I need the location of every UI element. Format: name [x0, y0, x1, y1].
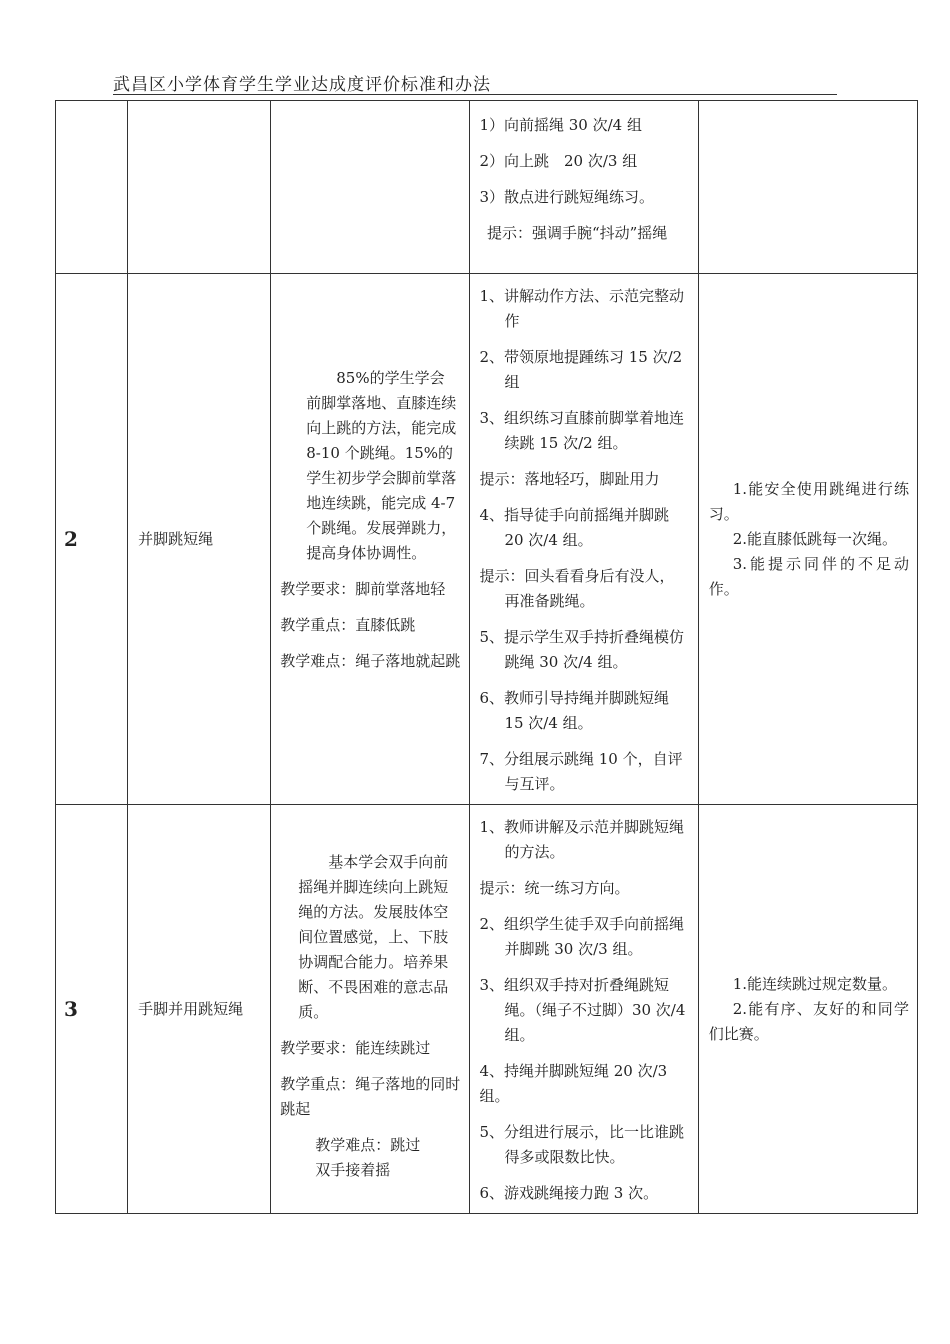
curriculum-table: [55, 100, 918, 1214]
lesson-goal-cell: [271, 274, 470, 805]
teaching-requirement: 教学要求：能连续跳过: [280, 1039, 431, 1057]
teaching-requirement: 教学要求：脚前掌落地轻: [280, 580, 446, 598]
lesson-number-cell: [56, 101, 128, 274]
lesson-number: 2: [64, 526, 78, 551]
evaluation-item: 3.能提示同伴的不足动作。: [708, 554, 909, 598]
step-item: 2、组织学生徒手双手向前摇绳并脚跳 30 次/3 组。: [479, 915, 684, 958]
lesson-steps-cell: [470, 101, 698, 274]
header-rule: [113, 94, 837, 95]
lesson-steps-cell: [470, 274, 698, 805]
teaching-difficulty: 教学难点：跳过双手接着摇: [315, 1136, 421, 1179]
step-item: 3）散点进行跳短绳练习。: [479, 188, 654, 206]
step-tip: 提示：回头看看身后有没人，再准备跳绳。: [479, 567, 675, 610]
lesson-goal-cell: [271, 805, 470, 1214]
page-header-title: 武昌区小学体育学生学业达成度评价标准和办法: [113, 75, 491, 95]
step-item: 4、指导徒手向前摇绳并脚跳 20 次/4 组。: [479, 506, 669, 549]
step-item: 7、分组展示跳绳 10 个，自评与互评。: [479, 750, 683, 793]
lesson-steps-cell: [470, 805, 698, 1214]
evaluation-cell: [698, 805, 917, 1214]
lesson-goal-cell: [271, 101, 470, 274]
teaching-focus: 教学重点：直膝低跳: [280, 616, 416, 634]
step-item: 5、分组进行展示，比一比谁跳得多或限数比快。: [479, 1123, 684, 1166]
step-tip: 提示：统一练习方向。: [479, 879, 630, 897]
step-item: 6、游戏跳绳接力跑 3 次。: [479, 1184, 659, 1202]
table-row: [56, 274, 918, 805]
lesson-number-cell: [56, 805, 128, 1214]
lesson-name: 手脚并用跳短绳: [138, 999, 244, 1018]
lesson-name: 并脚跳短绳: [138, 529, 214, 548]
teaching-difficulty: 教学难点：绳子落地就起跳: [280, 652, 461, 670]
step-tip: 提示：落地轻巧，脚趾用力: [479, 470, 660, 488]
step-item: 1）向前摇绳 30 次/4 组: [479, 116, 642, 134]
lesson-name-cell: [128, 101, 271, 274]
step-item: 2）向上跳 20 次/3 组: [479, 152, 638, 170]
lesson-number: 3: [64, 996, 78, 1021]
lesson-name-cell: [128, 274, 271, 805]
teaching-focus: 教学重点：绳子落地的同时跳起: [280, 1075, 461, 1118]
evaluation-item: 2.能直膝低跳每一次绳。: [732, 529, 898, 548]
lesson-goal: 85%的学生学会前脚掌落地、直膝连续向上跳的方法，能完成 8-10 个跳绳。15%的学生初步学会脚前掌落地连续跳，能完成 4-7 个跳绳。发展弹跳力，提高身体协调性。: [306, 369, 457, 562]
evaluation-item: 1.能安全使用跳绳进行练习。: [708, 479, 909, 523]
step-item: 提示：强调手腕“抖动”摇绳: [486, 224, 668, 242]
step-item: 6、教师引导持绳并脚跳短绳 15 次/4 组。: [479, 689, 669, 732]
lesson-goal: 基本学会双手向前摇绳并脚连续向上跳短绳的方法。发展肢体空间位置感觉，上、下肢协调配合能力。培养果断、不畏困难的意志品质。: [298, 853, 449, 1021]
lesson-name-cell: [128, 805, 271, 1214]
step-item: 1、讲解动作方法、示范完整动作: [479, 287, 684, 330]
table-row: [56, 805, 918, 1214]
step-item: 5、提示学生双手持折叠绳模仿跳绳 30 次/4 组。: [479, 628, 684, 671]
evaluation-cell: [698, 274, 917, 805]
step-item: 3、组织练习直膝前脚掌着地连续跳 15 次/2 组。: [479, 409, 684, 452]
step-item: 2、带领原地提踵练习 15 次/2 组: [479, 348, 683, 391]
table-row: [56, 101, 918, 274]
evaluation-item: 2.能有序、友好的和同学们比赛。: [708, 999, 909, 1043]
step-item: 4、持绳并脚跳短绳 20 次/3 组。: [479, 1062, 668, 1105]
step-item: 1、教师讲解及示范并脚跳短绳的方法。: [479, 818, 684, 861]
evaluation-item: 1.能连续跳过规定数量。: [732, 974, 898, 993]
evaluation-cell: [698, 101, 917, 274]
step-item: 3、组织双手持对折叠绳跳短绳。（绳子不过脚）30 次/4 组。: [479, 976, 686, 1044]
lesson-number-cell: [56, 274, 128, 805]
